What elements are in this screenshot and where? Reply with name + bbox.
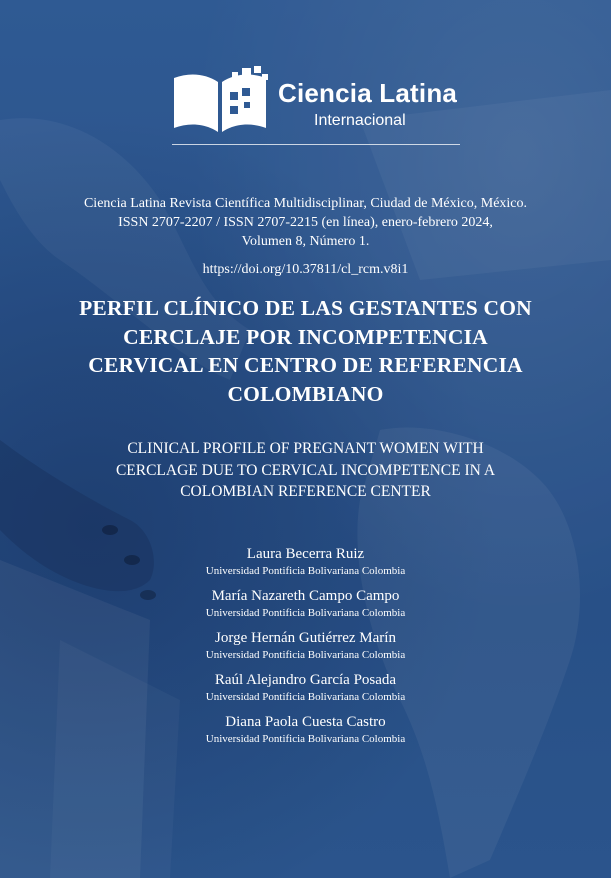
author-affiliation: Universidad Pontificia Bolivariana Colombia bbox=[205, 691, 406, 703]
title-es-line: CERVICAL EN CENTRO DE REFERENCIA bbox=[88, 353, 523, 377]
journal-logo bbox=[172, 66, 462, 146]
author-name: María Nazareth Campo Campo bbox=[211, 588, 400, 604]
doi-link[interactable]: https://doi.org/10.37811/cl_rcm.v8i1 bbox=[202, 262, 409, 277]
title-es-line: CERCLAJE POR INCOMPETENCIA bbox=[123, 324, 488, 349]
title-es-line: PERFIL CLÍNICO DE LAS GESTANTES CON bbox=[79, 296, 532, 320]
open-book-pixel-icon bbox=[172, 66, 272, 138]
logo-subtitle: Internacional bbox=[314, 112, 406, 129]
author-entry bbox=[110, 587, 501, 620]
author-entry bbox=[110, 713, 501, 746]
logo-divider bbox=[172, 144, 460, 145]
title-en-line: COLOMBIAN REFERENCE CENTER bbox=[180, 483, 431, 500]
author-entry bbox=[110, 671, 501, 704]
title-english bbox=[50, 438, 561, 503]
author-affiliation: Universidad Pontificia Bolivariana Colombia bbox=[205, 649, 406, 661]
journal-line-1: Ciencia Latina Revista Científica Multidisciplinar, Ciudad de México, México. bbox=[83, 196, 528, 211]
author-name: Raúl Alejandro García Posada bbox=[214, 672, 397, 688]
logo-name: Ciencia Latina bbox=[278, 78, 458, 108]
author-name: Laura Becerra Ruiz bbox=[246, 546, 365, 562]
author-list bbox=[110, 545, 501, 755]
author-entry bbox=[110, 629, 501, 662]
author-affiliation: Universidad Pontificia Bolivariana Colombia bbox=[205, 565, 406, 577]
author-affiliation: Universidad Pontificia Bolivariana Colombia bbox=[205, 607, 406, 619]
title-en-line: CERCLAGE DUE TO CERVICAL INCOMPETENCE IN A bbox=[115, 461, 496, 479]
author-entry bbox=[110, 545, 501, 578]
title-en-line: CLINICAL PROFILE OF PREGNANT WOMEN WITH bbox=[127, 440, 484, 457]
title-spanish bbox=[50, 294, 561, 408]
title-es-line: COLOMBIANO bbox=[227, 381, 384, 406]
author-affiliation: Universidad Pontificia Bolivariana Colombia bbox=[205, 733, 406, 745]
journal-line-2: ISSN 2707-2207 / ISSN 2707-2215 (en línea), enero-febrero 2024, bbox=[118, 215, 493, 230]
author-name: Jorge Hernán Gutiérrez Marín bbox=[215, 630, 396, 646]
journal-info bbox=[40, 194, 571, 251]
journal-line-3: Volumen 8, Número 1. bbox=[241, 234, 370, 249]
author-name: Diana Paola Cuesta Castro bbox=[225, 714, 386, 730]
